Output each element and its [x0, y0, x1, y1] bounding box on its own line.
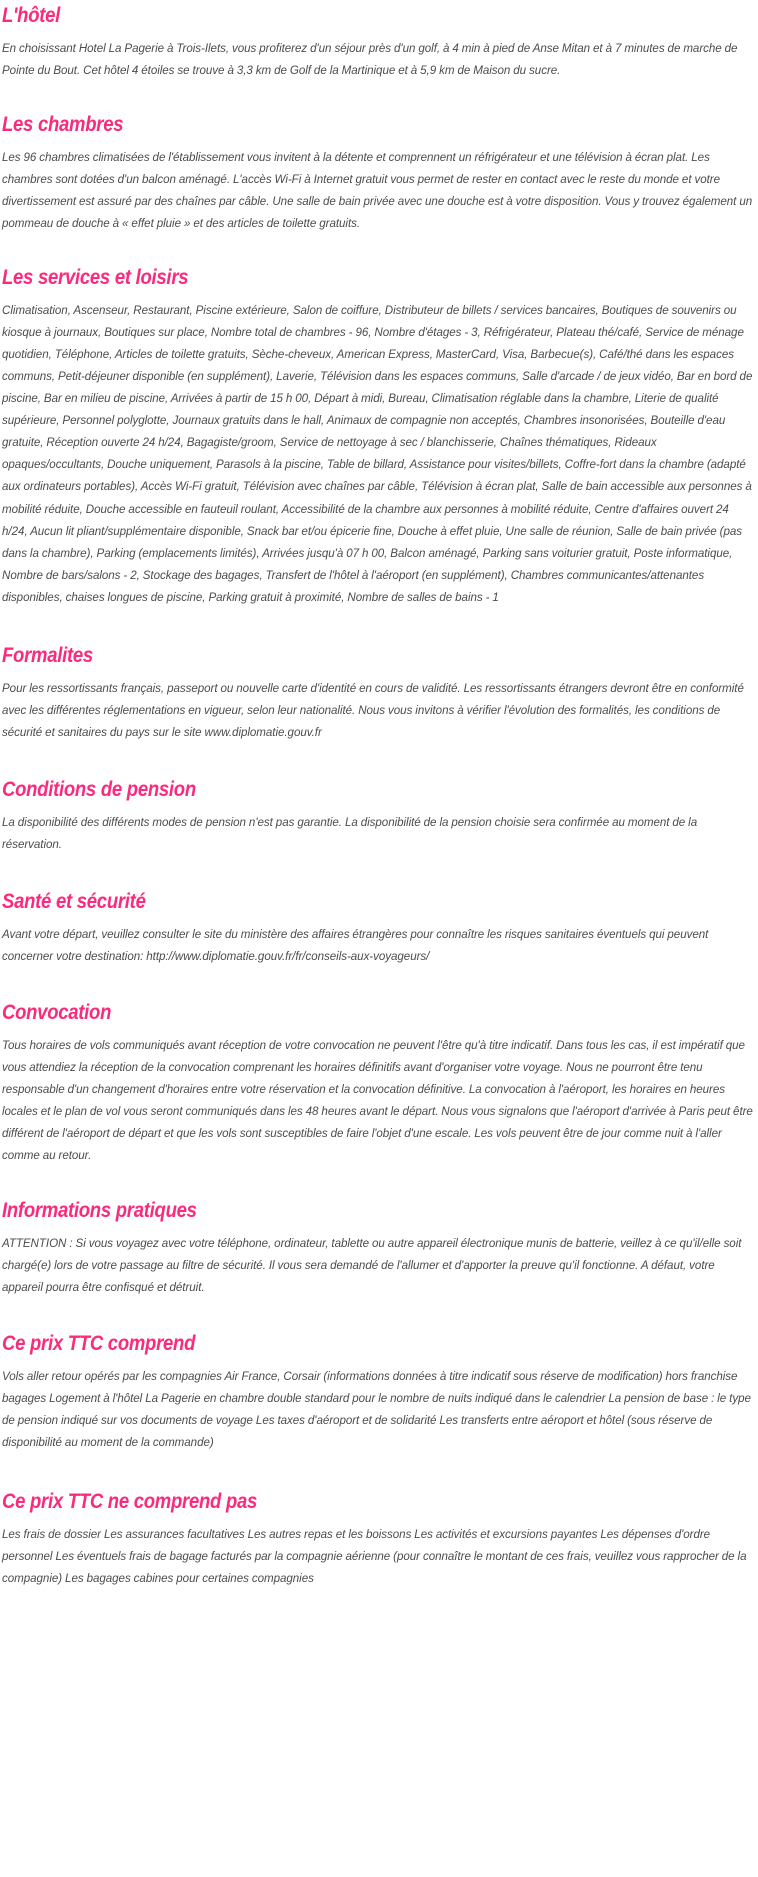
section-body-sante: Avant votre départ, veuillez consulter le site du ministère des affaires étrangères pour connaître les risques sanitaires éventuels qui peuvent concerner votre destination: http://www.diplomatie.gouv.fr/fr/conseils-aux-voyageurs/ [2, 926, 709, 963]
section-prix-ttc-comprend [2, 1298, 756, 1453]
section-body-hotel: En choisissant Hotel La Pagerie à Trois-Ilets, vous profiterez d'un séjour près d'un golf, à 4 min à pied de Anse Mitan et à 7 minutes de marche de Pointe du Bout. Cet hôtel 4 étoiles se trouve à 3,3 km de Golf de la Martinique et à 5,9 km de Maison du sucre. [2, 40, 738, 77]
section-body-pratiques: ATTENTION : Si vous voyagez avec votre téléphone, ordinateur, tablette ou autre appareil électronique munis de batterie, veillez à ce qu'il/elle soit chargé(e) lors de votre passage au filtre de sécurité. Il vous sera demandé de l'allumer et d'apporter la preuve qu'il fonctionne. A défaut, votre appareil pourra être confisqué et détruit. [2, 1235, 742, 1295]
section-prix-ttc-ne-comprend-pas [2, 1453, 756, 1589]
section-title-services: Les services et loisirs [2, 265, 189, 289]
section-title-formalites: Formalites [2, 643, 93, 668]
section-sante-et-securite [2, 855, 756, 967]
section-title-chambres: Les chambres [2, 111, 124, 136]
section-formalites [2, 608, 756, 743]
section-conditions-de-pension [2, 743, 756, 855]
section-services-et-loisirs [2, 234, 756, 608]
section-title-pratiques: Informations pratiques [2, 1198, 197, 1223]
section-body-convocation: Tous horaires de vols communiqués avant réception de votre convocation ne peuvent l'être qu'à titre indicatif. Dans tous les cas, il est impératif que vous attendiez la réception de la convocation comprenant les horaires définitifs avant d'organiser votre voyage. Nous ne pourront être tenu responsable d'un changement d'horaires entre votre réservation et la convocation définitive. La convocation à l'aéroport, les horaires en heures locales et le plan de vol vous seront communiqués dans les 48 heures avant le départ. Nous vous signalons que l'aéroport d'arrivée à Paris peut être différent de l'aéroport de départ et que les vols sont susceptibles de faire l'objet d'une escale. Les vols peuvent être de jour comme nuit à l'aller comme au retour. [2, 1037, 753, 1163]
section-title-convocation: Convocation [2, 999, 112, 1024]
section-body-prix-comprend: Vols aller retour opérés par les compagnies Air France, Corsair (informations données à titre indicatif sous réserve de modification) hors franchise bagages Logement à l'hôtel La Pagerie en chambre double standard pour le nombre de nuits indiqué dans le calendrier La pension de base : le type de pension indiqué sur vos documents de voyage Les taxes d'aéroport et de solidarité Les transferts entre aéroport et hôtel (sous réserve de disponibilité au moment de la commande) [2, 1368, 751, 1450]
section-informations-pratiques [2, 1166, 756, 1298]
section-body-formalites: Pour les ressortissants français, passeport ou nouvelle carte d'identité en cours de validité. Les ressortissants étrangers devront être en conformité avec les différentes réglementations en vigueur, selon leur nationalité. Nous vous invitons à vérifier l'évolution des formalités, les conditions de sécurité et sanitaires du pays sur le site www.diplomatie.gouv.fr [2, 680, 744, 739]
section-title-sante: Santé et sécurité [2, 888, 146, 913]
section-body-prix-ne-comprend-pas: Les frais de dossier Les assurances facultatives Les autres repas et les boissons Les activités et excursions payantes Les dépenses d'ordre personnel Les éventuels frais de bagage facturés par la compagnie aérienne (pour connaître le montant de ces frais, veuillez vous rapprocher de la compagnie) Les bagages cabines pour certaines compagnies [2, 1526, 747, 1586]
section-body-chambres: Les 96 chambres climatisées de l'établissement vous invitent à la détente et comprennent un réfrigérateur et une télévision à écran plat. Les chambres sont dotées d'un balcon aménagé. L'accès Wi-Fi à Internet gratuit vous permet de rester en contact avec le reste du monde et votre divertissement est assuré par des chaînes par câble. Une salle de bain privée avec une douche est à votre disposition. Vous y trouvez également un pommeau de douche à « effet pluie » et des articles de toilette gratuits. [2, 149, 753, 230]
section-title-hotel: L'hôtel [2, 3, 61, 27]
section-hotel [2, 0, 756, 81]
section-title-pension: Conditions de pension [2, 777, 196, 802]
section-convocation [2, 967, 756, 1166]
section-body-pension: La disponibilité des différents modes de pension n'est pas garantie. La disponibilité de la pension choisie sera confirmée au moment de la réservation. [2, 814, 698, 851]
section-chambres [2, 81, 756, 234]
section-body-services: Climatisation, Ascenseur, Restaurant, Piscine extérieure, Salon de coiffure, Distributeur de billets / services bancaires, Boutiques de souvenirs ou kiosque à journaux, Boutiques sur place, Nombre total de chambres - 96, Nombre d'étages - 3, Réfrigérateur, Plateau thé/café, Service de ménage quotidien, Téléphone, Articles de toilette gratuits, Sèche-cheveux, American Express, MasterCard, Visa, Barbecue(s), Café/thé dans les espaces communs, Petit-déjeuner disponible (en supplément), Laverie, Télévision dans les espaces communs, Salle d'arcade / de jeux vidéo, Bar en bord de piscine, Bar en milieu de piscine, Arrivées à partir de 15 h 00, Départ à midi, Bureau, Climatisation réglable dans la chambre, Literie de qualité supérieure, Personnel polyglotte, Journaux gratuits dans le hall, Animaux de compagnie non acceptés, Chambres insonorisées, Bouteille d'eau gratuite, Réception ouverte 24 h/24, Bagagiste/groom, Service de nettoyage à sec / blanchisserie, Chaînes thématiques, Rideaux opaques/occultants, Douche uniquement, Parasols à la piscine, Table de billard, Assistance pour visites/billets, Coffre-fort dans la chambre (adapté aux ordinateurs portables), Accès Wi-Fi gratuit, Télévision avec chaînes par câble, Télévision à écran plat, Salle de bain accessible aux personnes à mobilité réduite, Douche accessible en fauteuil roulant, Accessibilité de la chambre aux personnes à mobilité réduite, Centre d'affaires ouvert 24 h/24, Aucun lit pliant/supplémentaire disponible, Snack bar et/ou épicerie fine, Douche à effet pluie, Une salle de réunion, Salle de bain privée (pas dans la chambre), Parking (emplacements limités), Arrivées jusqu'à 07 h 00, Balcon aménagé, Parking sans voiturier gratuit, Poste informatique, Nombre de bars/salons - 2, Stockage des bagages, Transfert de l'hôtel à l'aéroport (en supplément), Chambres communicantes/attenantes disponibles, chaises longues de piscine, Parking gratuit à proximité, Nombre de salles de bains - 1 [2, 302, 753, 604]
section-title-prix-comprend: Ce prix TTC comprend [2, 1331, 196, 1356]
section-title-prix-ne-comprend-pas: Ce prix TTC ne comprend pas [2, 1489, 258, 1514]
